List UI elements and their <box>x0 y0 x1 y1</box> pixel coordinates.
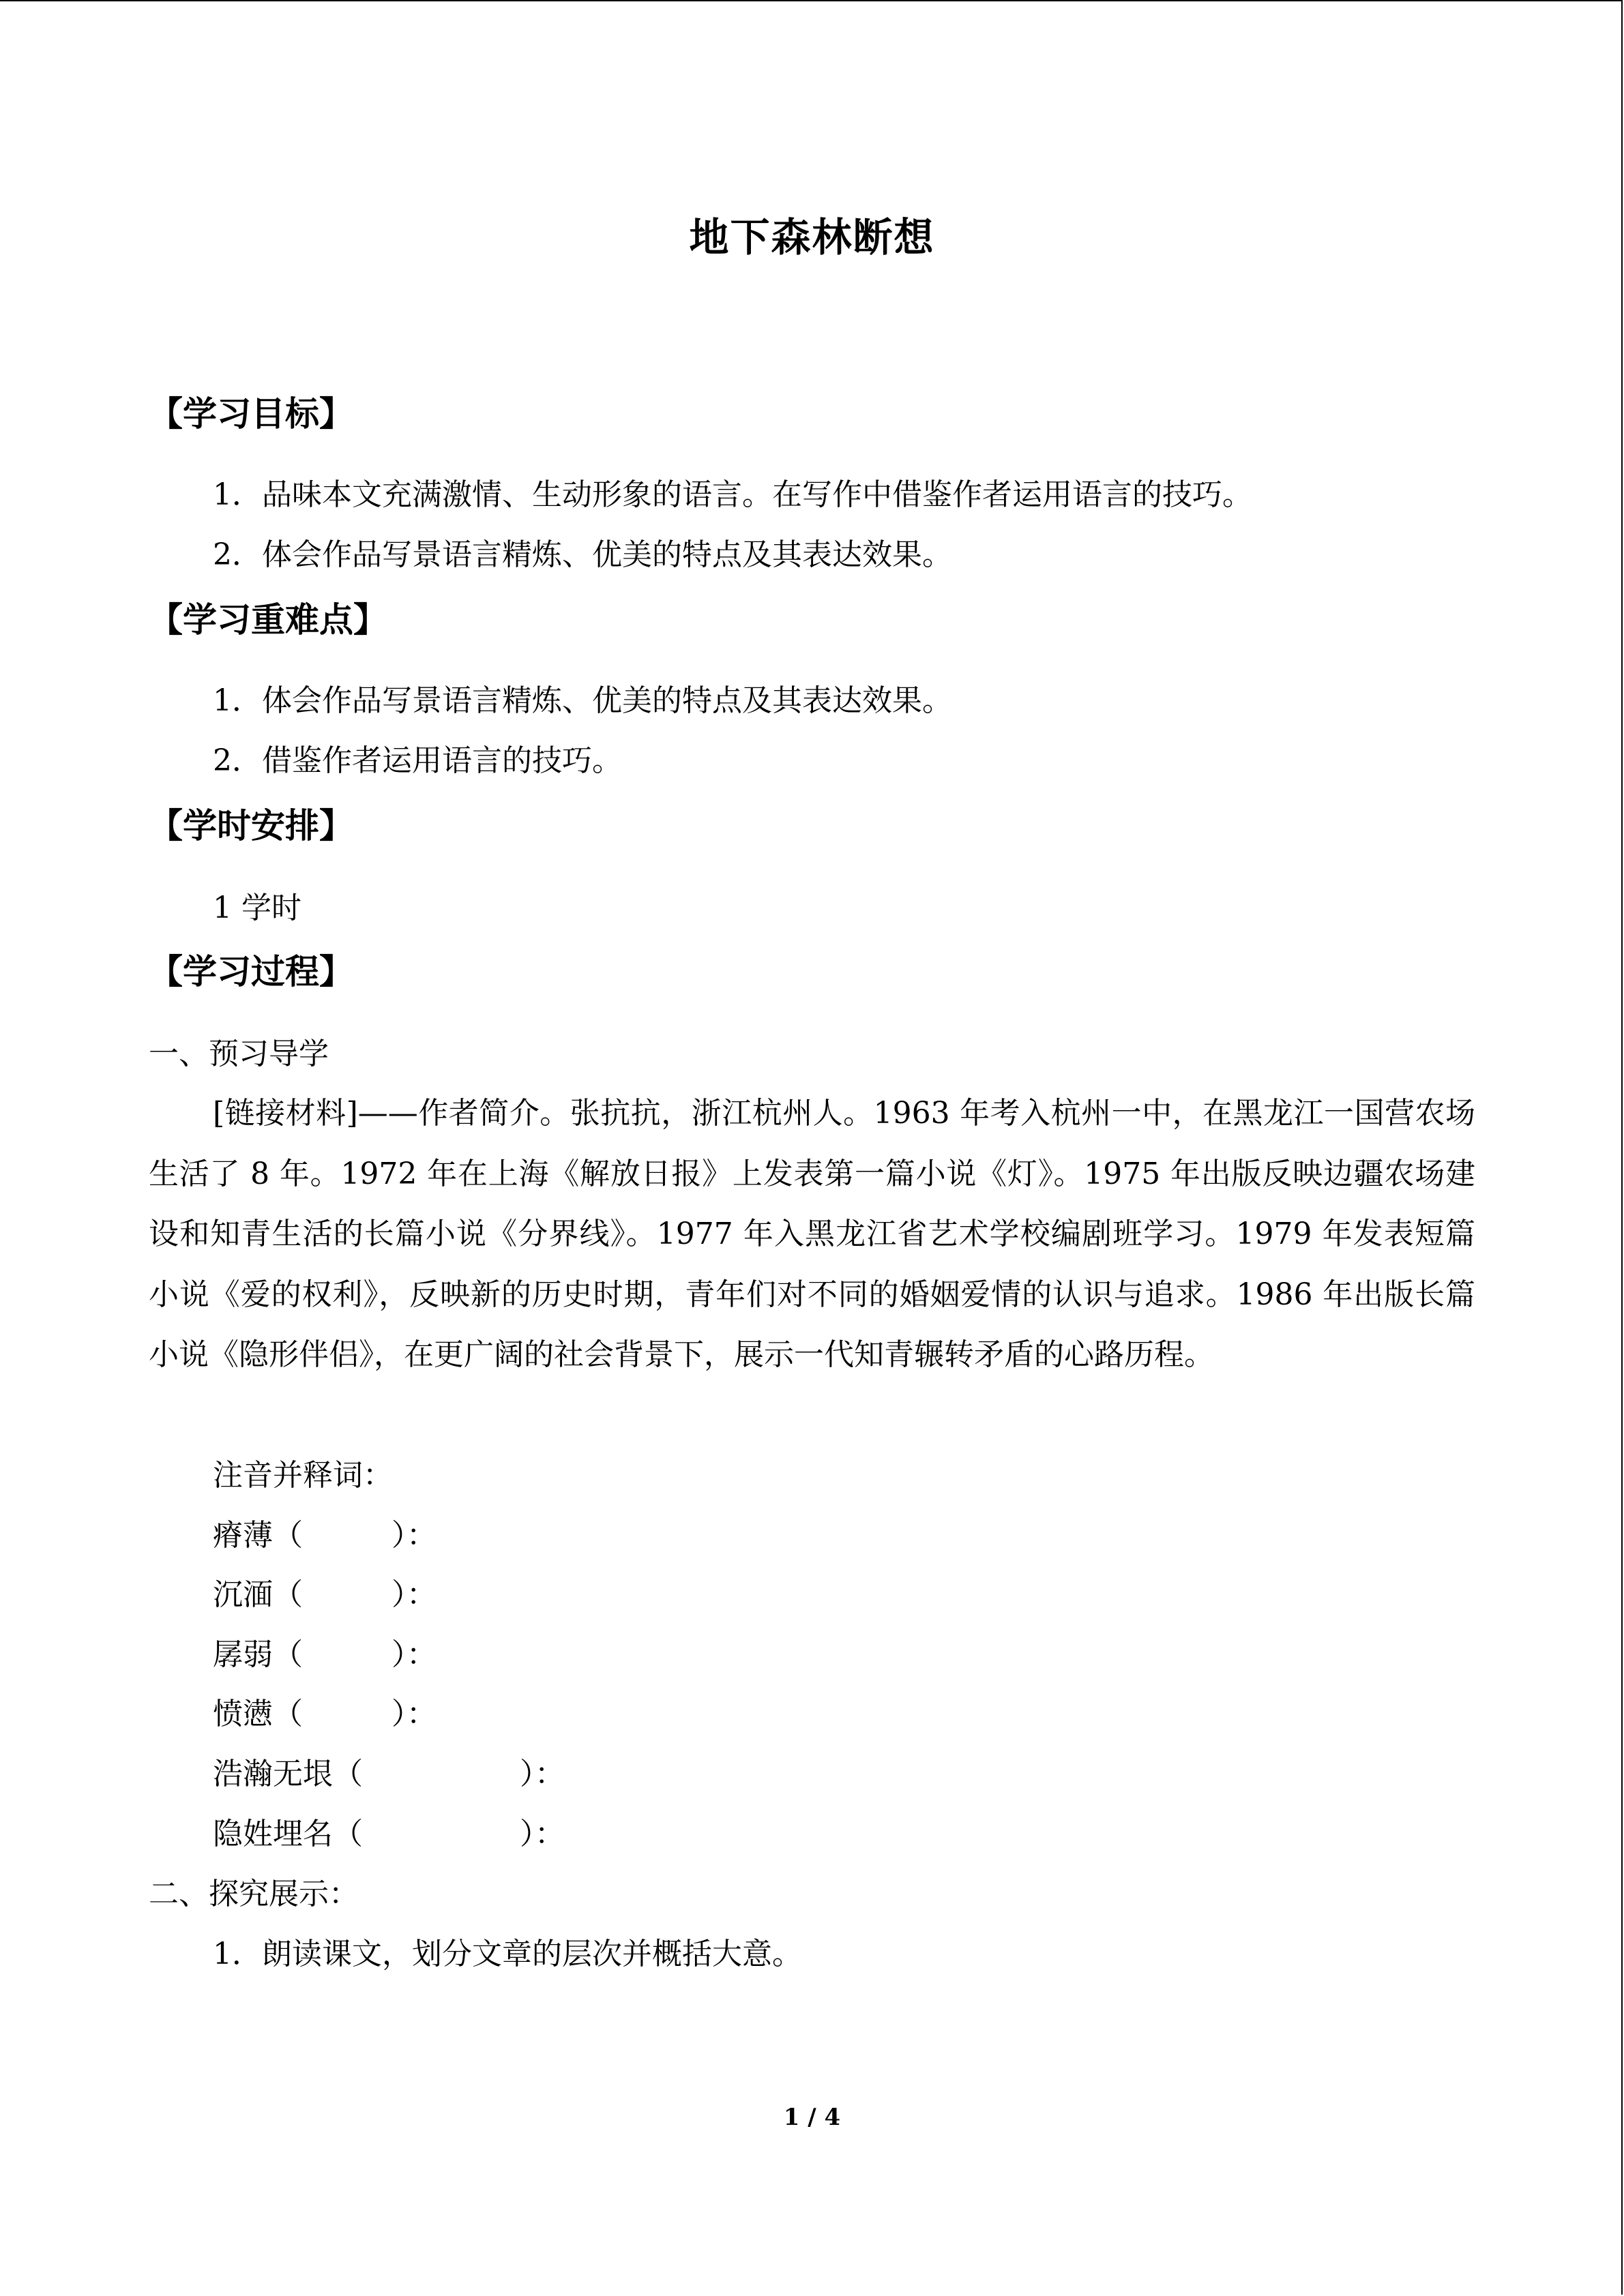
heading-process: 【学习过程】 <box>149 952 353 992</box>
vocab-row: 浩瀚无垠（ ）： <box>213 1754 565 1795</box>
vocab-word: 沉湎 <box>213 1577 273 1612</box>
vocab-word: 孱弱 <box>213 1637 273 1672</box>
part2-title: 二、探究展示： <box>149 1877 359 1911</box>
vocab-row: 愤懑（ ）： <box>213 1694 437 1735</box>
vocab-word: 浩瀚无垠 <box>213 1757 333 1791</box>
link-material-paragraph: [链接材料]——作者简介。张抗抗，浙江杭州人。1963 年考入杭州一中，在黑龙江一国营农场生活了 8 年。1972 年在上海《解放日报》上发表第一篇小说《灯》。1975 年出版反映边疆农场建设和知青生活的长篇小说《分界线》。1977 年入黑龙江省艺术学校编剧班学习。1979 年发表短篇小说《爱的权利》，反映新的历史时期，青年们对不同的婚姻爱情的认识与追求。1986 年出版长篇小说《隐形伴侣》，在更广阔的社会背景下，展示一代知青辗转矛盾的心路历程。 <box>149 1096 1475 1372</box>
schedule-text: 1 学时 <box>213 891 301 925</box>
vocab-word: 瘠薄 <box>213 1518 273 1553</box>
part2-item-1: 1．朗读课文，划分文章的层次并概括大意。 <box>213 1937 802 1971</box>
vocab-row: 瘠薄（ ）： <box>213 1515 437 1556</box>
heading-schedule: 【学时安排】 <box>149 806 353 846</box>
document-title: 地下森林断想 <box>689 214 935 260</box>
vocab-row: 隐姓埋名（ ）： <box>213 1814 565 1855</box>
page-number: 1 / 4 <box>783 2104 841 2131</box>
heading-goals: 【学习目标】 <box>149 394 353 434</box>
vocab-row: 孱弱（ ）： <box>213 1635 437 1675</box>
vocab-word: 愤懑 <box>213 1697 273 1731</box>
goal-item-1: 1．品味本文充满激情、生动形象的语言。在写作中借鉴作者运用语言的技巧。 <box>213 477 1252 512</box>
part1-title: 一、预习导学 <box>149 1037 329 1071</box>
vocab-row: 沉湎（ ）： <box>213 1575 437 1615</box>
vocab-intro: 注音并释词： <box>213 1458 393 1493</box>
vocab-word: 隐姓埋名 <box>213 1817 333 1851</box>
goal-item-2: 2．体会作品写景语言精炼、优美的特点及其表达效果。 <box>213 537 952 572</box>
heading-key-points: 【学习重难点】 <box>149 600 387 640</box>
key-point-item-2: 2．借鉴作者运用语言的技巧。 <box>213 743 622 778</box>
key-point-item-1: 1．体会作品写景语言精炼、优美的特点及其表达效果。 <box>213 683 952 718</box>
